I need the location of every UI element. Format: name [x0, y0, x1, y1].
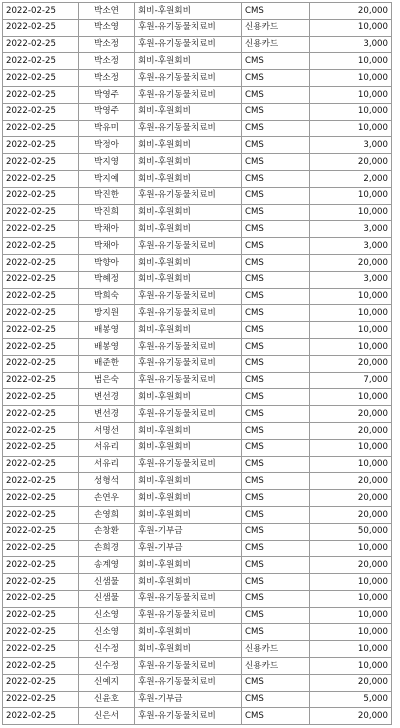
amount-cell: 20,000 [310, 154, 392, 171]
name-cell: 박정아 [79, 137, 135, 154]
amount-cell: 10,000 [310, 456, 392, 473]
method-cell: CMS [242, 70, 310, 87]
name-cell: 신윤호 [79, 691, 135, 708]
item-cell: 후원-기부금 [135, 540, 242, 557]
amount-cell: 10,000 [310, 305, 392, 322]
date-cell: 2022-02-25 [3, 271, 79, 288]
date-cell: 2022-02-25 [3, 221, 79, 238]
method-cell: CMS [242, 473, 310, 490]
table-row [3, 322, 392, 339]
name-cell: 박진한 [79, 187, 135, 204]
item-cell: 후원-유기동물치료비 [135, 372, 242, 389]
method-cell: CMS [242, 137, 310, 154]
name-cell: 서유리 [79, 439, 135, 456]
name-cell: 신소영 [79, 624, 135, 641]
amount-cell: 10,000 [310, 624, 392, 641]
table-row [3, 19, 392, 36]
table-row [3, 204, 392, 221]
amount-cell: 10,000 [310, 86, 392, 103]
name-cell: 손창환 [79, 523, 135, 540]
table-row [3, 238, 392, 255]
method-cell: CMS [242, 708, 310, 725]
table-row [3, 187, 392, 204]
method-cell: CMS [242, 120, 310, 137]
name-cell: 신소영 [79, 607, 135, 624]
item-cell: 후원-유기동물치료비 [135, 238, 242, 255]
date-cell: 2022-02-25 [3, 187, 79, 204]
amount-cell: 10,000 [310, 439, 392, 456]
name-cell: 박채아 [79, 238, 135, 255]
method-cell: 신용카드 [242, 641, 310, 658]
method-cell: CMS [242, 338, 310, 355]
date-cell: 2022-02-25 [3, 70, 79, 87]
item-cell: 회비-후원회비 [135, 221, 242, 238]
name-cell: 박소정 [79, 53, 135, 70]
item-cell: 회비-후원회비 [135, 322, 242, 339]
table-row [3, 254, 392, 271]
method-cell: CMS [242, 674, 310, 691]
item-cell: 후원-유기동물치료비 [135, 658, 242, 675]
item-cell: 회비-후원회비 [135, 506, 242, 523]
name-cell: 서유리 [79, 456, 135, 473]
method-cell: CMS [242, 221, 310, 238]
table-row [3, 557, 392, 574]
amount-cell: 50,000 [310, 523, 392, 540]
method-cell: CMS [242, 439, 310, 456]
amount-cell: 10,000 [310, 103, 392, 120]
table-row [3, 439, 392, 456]
amount-cell: 3,000 [310, 271, 392, 288]
name-cell: 박소영 [79, 19, 135, 36]
name-cell: 신샘물 [79, 590, 135, 607]
name-cell: 박영주 [79, 86, 135, 103]
date-cell: 2022-02-25 [3, 204, 79, 221]
date-cell: 2022-02-25 [3, 523, 79, 540]
amount-cell: 10,000 [310, 204, 392, 221]
amount-cell: 10,000 [310, 389, 392, 406]
name-cell: 박영주 [79, 103, 135, 120]
amount-cell: 10,000 [310, 53, 392, 70]
name-cell: 박유미 [79, 120, 135, 137]
name-cell: 신은서 [79, 708, 135, 725]
item-cell: 회비-후원회비 [135, 53, 242, 70]
amount-cell: 20,000 [310, 254, 392, 271]
item-cell: 후원-유기동물치료비 [135, 70, 242, 87]
table-row [3, 456, 392, 473]
date-cell: 2022-02-25 [3, 154, 79, 171]
method-cell: CMS [242, 456, 310, 473]
table-row [3, 271, 392, 288]
table-row [3, 708, 392, 725]
method-cell: CMS [242, 3, 310, 20]
amount-cell: 10,000 [310, 658, 392, 675]
date-cell: 2022-02-25 [3, 322, 79, 339]
amount-cell: 10,000 [310, 70, 392, 87]
amount-cell: 10,000 [310, 590, 392, 607]
item-cell: 후원-유기동물치료비 [135, 607, 242, 624]
name-cell: 박지예 [79, 170, 135, 187]
item-cell: 후원-유기동물치료비 [135, 305, 242, 322]
method-cell: CMS [242, 490, 310, 507]
method-cell: CMS [242, 53, 310, 70]
name-cell: 범은숙 [79, 372, 135, 389]
name-cell: 신수정 [79, 641, 135, 658]
table-row [3, 154, 392, 171]
table-row [3, 506, 392, 523]
amount-cell: 3,000 [310, 137, 392, 154]
method-cell: 신용카드 [242, 19, 310, 36]
method-cell: CMS [242, 305, 310, 322]
item-cell: 후원-유기동물치료비 [135, 590, 242, 607]
name-cell: 변선경 [79, 406, 135, 423]
name-cell: 송계영 [79, 557, 135, 574]
table-row [3, 53, 392, 70]
item-cell: 회비-후원회비 [135, 271, 242, 288]
name-cell: 배봉영 [79, 322, 135, 339]
table-row [3, 422, 392, 439]
table-row [3, 36, 392, 53]
method-cell: CMS [242, 523, 310, 540]
amount-cell: 20,000 [310, 355, 392, 372]
method-cell: CMS [242, 288, 310, 305]
table-row [3, 658, 392, 675]
method-cell: CMS [242, 389, 310, 406]
name-cell: 변선경 [79, 389, 135, 406]
item-cell: 회비-후원회비 [135, 422, 242, 439]
table-row [3, 305, 392, 322]
table-row [3, 490, 392, 507]
table-row [3, 607, 392, 624]
method-cell: CMS [242, 422, 310, 439]
name-cell: 박소연 [79, 3, 135, 20]
item-cell: 회비-후원회비 [135, 170, 242, 187]
name-cell: 박희숙 [79, 288, 135, 305]
date-cell: 2022-02-25 [3, 708, 79, 725]
date-cell: 2022-02-25 [3, 624, 79, 641]
item-cell: 회비-후원회비 [135, 389, 242, 406]
table-row [3, 691, 392, 708]
name-cell: 성형석 [79, 473, 135, 490]
table-row [3, 170, 392, 187]
table-row [3, 137, 392, 154]
method-cell: CMS [242, 406, 310, 423]
amount-cell: 3,000 [310, 221, 392, 238]
name-cell: 서명선 [79, 422, 135, 439]
method-cell: CMS [242, 540, 310, 557]
method-cell: CMS [242, 271, 310, 288]
date-cell: 2022-02-25 [3, 406, 79, 423]
date-cell: 2022-02-25 [3, 170, 79, 187]
item-cell: 후원-유기동물치료비 [135, 288, 242, 305]
table-row [3, 103, 392, 120]
amount-cell: 20,000 [310, 557, 392, 574]
amount-cell: 2,000 [310, 170, 392, 187]
amount-cell: 20,000 [310, 708, 392, 725]
amount-cell: 10,000 [310, 607, 392, 624]
name-cell: 손희경 [79, 540, 135, 557]
amount-cell: 10,000 [310, 120, 392, 137]
table-row [3, 641, 392, 658]
table-row [3, 624, 392, 641]
amount-cell: 3,000 [310, 238, 392, 255]
date-cell: 2022-02-25 [3, 305, 79, 322]
item-cell: 회비-후원회비 [135, 154, 242, 171]
date-cell: 2022-02-25 [3, 120, 79, 137]
date-cell: 2022-02-25 [3, 53, 79, 70]
date-cell: 2022-02-25 [3, 506, 79, 523]
name-cell: 박지영 [79, 154, 135, 171]
date-cell: 2022-02-25 [3, 540, 79, 557]
item-cell: 후원-유기동물치료비 [135, 355, 242, 372]
date-cell: 2022-02-25 [3, 691, 79, 708]
amount-cell: 20,000 [310, 3, 392, 20]
table-row [3, 574, 392, 591]
item-cell: 후원-유기동물치료비 [135, 708, 242, 725]
table-row [3, 120, 392, 137]
name-cell: 박소정 [79, 36, 135, 53]
amount-cell: 10,000 [310, 187, 392, 204]
table-row [3, 338, 392, 355]
name-cell: 박진희 [79, 204, 135, 221]
item-cell: 후원-유기동물치료비 [135, 19, 242, 36]
amount-cell: 20,000 [310, 406, 392, 423]
table-row [3, 70, 392, 87]
amount-cell: 10,000 [310, 574, 392, 591]
date-cell: 2022-02-25 [3, 389, 79, 406]
item-cell: 회비-후원회비 [135, 439, 242, 456]
date-cell: 2022-02-25 [3, 422, 79, 439]
date-cell: 2022-02-25 [3, 473, 79, 490]
method-cell: 신용카드 [242, 36, 310, 53]
name-cell: 손연우 [79, 490, 135, 507]
date-cell: 2022-02-25 [3, 674, 79, 691]
amount-cell: 5,000 [310, 691, 392, 708]
table-row [3, 540, 392, 557]
method-cell: CMS [242, 607, 310, 624]
amount-cell: 7,000 [310, 372, 392, 389]
item-cell: 후원-유기동물치료비 [135, 338, 242, 355]
table-row [3, 523, 392, 540]
date-cell: 2022-02-25 [3, 36, 79, 53]
method-cell: CMS [242, 574, 310, 591]
date-cell: 2022-02-25 [3, 238, 79, 255]
item-cell: 회비-후원회비 [135, 641, 242, 658]
item-cell: 회비-후원회비 [135, 490, 242, 507]
table-row [3, 355, 392, 372]
method-cell: CMS [242, 238, 310, 255]
amount-cell: 20,000 [310, 422, 392, 439]
name-cell: 배봉영 [79, 338, 135, 355]
table-row [3, 590, 392, 607]
amount-cell: 10,000 [310, 338, 392, 355]
name-cell: 신샘물 [79, 574, 135, 591]
method-cell: CMS [242, 103, 310, 120]
date-cell: 2022-02-25 [3, 574, 79, 591]
name-cell: 박채아 [79, 221, 135, 238]
name-cell: 배준한 [79, 355, 135, 372]
amount-cell: 20,000 [310, 506, 392, 523]
name-cell: 신예지 [79, 674, 135, 691]
item-cell: 후원-기부금 [135, 691, 242, 708]
item-cell: 회비-후원회비 [135, 624, 242, 641]
method-cell: CMS [242, 170, 310, 187]
date-cell: 2022-02-25 [3, 372, 79, 389]
item-cell: 후원-유기동물치료비 [135, 86, 242, 103]
table-row [3, 288, 392, 305]
table-row [3, 473, 392, 490]
item-cell: 후원-유기동물치료비 [135, 187, 242, 204]
method-cell: CMS [242, 372, 310, 389]
name-cell: 박혜정 [79, 271, 135, 288]
amount-cell: 10,000 [310, 19, 392, 36]
item-cell: 후원-유기동물치료비 [135, 36, 242, 53]
method-cell: CMS [242, 204, 310, 221]
item-cell: 후원-유기동물치료비 [135, 674, 242, 691]
item-cell: 후원-기부금 [135, 523, 242, 540]
donation-table [2, 2, 392, 725]
date-cell: 2022-02-25 [3, 557, 79, 574]
table-row [3, 674, 392, 691]
amount-cell: 10,000 [310, 288, 392, 305]
donation-table-body [3, 3, 392, 725]
amount-cell: 20,000 [310, 490, 392, 507]
method-cell: CMS [242, 557, 310, 574]
amount-cell: 20,000 [310, 473, 392, 490]
date-cell: 2022-02-25 [3, 86, 79, 103]
method-cell: CMS [242, 187, 310, 204]
table-row [3, 221, 392, 238]
method-cell: CMS [242, 590, 310, 607]
date-cell: 2022-02-25 [3, 338, 79, 355]
amount-cell: 3,000 [310, 36, 392, 53]
item-cell: 회비-후원회비 [135, 557, 242, 574]
amount-cell: 10,000 [310, 322, 392, 339]
date-cell: 2022-02-25 [3, 288, 79, 305]
item-cell: 회비-후원회비 [135, 473, 242, 490]
method-cell: CMS [242, 506, 310, 523]
name-cell: 손영희 [79, 506, 135, 523]
date-cell: 2022-02-25 [3, 658, 79, 675]
item-cell: 후원-유기동물치료비 [135, 120, 242, 137]
method-cell: CMS [242, 691, 310, 708]
method-cell: CMS [242, 254, 310, 271]
item-cell: 회비-후원회비 [135, 137, 242, 154]
table-row [3, 372, 392, 389]
name-cell: 박소정 [79, 70, 135, 87]
table-row [3, 86, 392, 103]
table-row [3, 406, 392, 423]
table-row [3, 389, 392, 406]
amount-cell: 10,000 [310, 540, 392, 557]
item-cell: 후원-유기동물치료비 [135, 406, 242, 423]
date-cell: 2022-02-25 [3, 641, 79, 658]
method-cell: CMS [242, 624, 310, 641]
item-cell: 후원-유기동물치료비 [135, 456, 242, 473]
item-cell: 회비-후원회비 [135, 103, 242, 120]
method-cell: CMS [242, 154, 310, 171]
date-cell: 2022-02-25 [3, 490, 79, 507]
amount-cell: 10,000 [310, 641, 392, 658]
date-cell: 2022-02-25 [3, 607, 79, 624]
date-cell: 2022-02-25 [3, 590, 79, 607]
item-cell: 회비-후원회비 [135, 574, 242, 591]
method-cell: CMS [242, 355, 310, 372]
date-cell: 2022-02-25 [3, 3, 79, 20]
table-row [3, 3, 392, 20]
date-cell: 2022-02-25 [3, 103, 79, 120]
name-cell: 신수정 [79, 658, 135, 675]
method-cell: 신용카드 [242, 658, 310, 675]
date-cell: 2022-02-25 [3, 137, 79, 154]
item-cell: 회비-후원회비 [135, 3, 242, 20]
item-cell: 회비-후원회비 [135, 254, 242, 271]
date-cell: 2022-02-25 [3, 355, 79, 372]
date-cell: 2022-02-25 [3, 254, 79, 271]
date-cell: 2022-02-25 [3, 439, 79, 456]
date-cell: 2022-02-25 [3, 19, 79, 36]
date-cell: 2022-02-25 [3, 456, 79, 473]
method-cell: CMS [242, 322, 310, 339]
amount-cell: 20,000 [310, 674, 392, 691]
method-cell: CMS [242, 86, 310, 103]
name-cell: 방지원 [79, 305, 135, 322]
item-cell: 회비-후원회비 [135, 204, 242, 221]
name-cell: 박향아 [79, 254, 135, 271]
